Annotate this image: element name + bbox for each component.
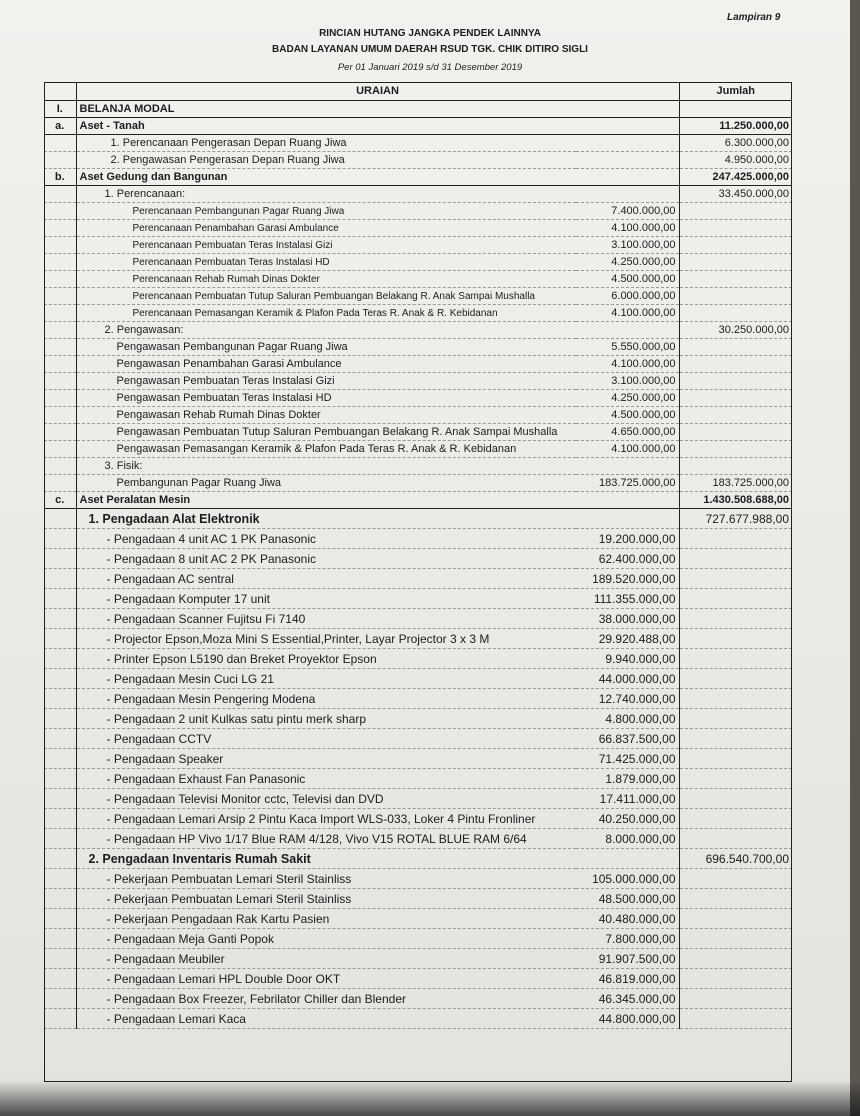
row-amount: 46.345.000,00 <box>576 989 679 1009</box>
row-total <box>679 203 792 220</box>
row-amount <box>576 152 679 169</box>
row-total <box>679 869 792 889</box>
row-amount: 12.740.000,00 <box>576 689 679 709</box>
debt-detail-table <box>44 82 792 1029</box>
row-number <box>44 949 76 969</box>
column-header-uraian: URAIAN <box>76 82 679 101</box>
table-row <box>44 929 792 949</box>
row-description: - Pengadaan 8 unit AC 2 PK Panasonic <box>76 549 576 569</box>
table-row <box>44 949 792 969</box>
row-amount: 4.100.000,00 <box>576 441 679 458</box>
row-description: - Pengadaan Exhaust Fan Panasonic <box>76 769 576 789</box>
row-number <box>44 669 76 689</box>
row-number <box>44 152 76 169</box>
row-description: Pengawasan Pembangunan Pagar Ruang Jiwa <box>76 339 576 356</box>
row-amount: 38.000.000,00 <box>576 609 679 629</box>
row-description: Aset Gedung dan Bangunan <box>76 169 576 186</box>
row-total <box>679 101 792 118</box>
table-row <box>44 509 792 529</box>
row-total <box>679 441 792 458</box>
table-row <box>44 809 792 829</box>
row-total: 1.430.508.688,00 <box>679 492 792 509</box>
table-row <box>44 709 792 729</box>
row-number: a. <box>44 118 76 135</box>
row-description: - Pengadaan CCTV <box>76 729 576 749</box>
row-amount: 5.550.000,00 <box>576 339 679 356</box>
row-number <box>44 305 76 322</box>
row-number <box>44 203 76 220</box>
row-amount: 4.100.000,00 <box>576 356 679 373</box>
row-amount: 4.800.000,00 <box>576 709 679 729</box>
row-total: 696.540.700,00 <box>679 849 792 869</box>
table-row <box>44 589 792 609</box>
row-description: - Pengadaan Televisi Monitor cctc, Televisi dan DVD <box>76 789 576 809</box>
institution-name: BADAN LAYANAN UMUM DAERAH RSUD TGK. CHIK DITIRO SIGLI <box>272 44 588 55</box>
row-total <box>679 829 792 849</box>
row-total: 33.450.000,00 <box>679 186 792 203</box>
row-number <box>44 909 76 929</box>
row-number <box>44 220 76 237</box>
row-description: Perencanaan Pembuatan Tutup Saluran Pembuangan Belakang R. Anak Sampai Mushalla <box>76 288 576 305</box>
row-amount: 183.725.000,00 <box>576 475 679 492</box>
table-row <box>44 390 792 407</box>
row-description: - Pengadaan Meja Ganti Popok <box>76 929 576 949</box>
row-amount: 4.500.000,00 <box>576 407 679 424</box>
row-number <box>44 1009 76 1029</box>
row-total <box>679 529 792 549</box>
row-description: Perencanaan Pembuatan Teras Instalasi HD <box>76 254 576 271</box>
table-row <box>44 373 792 390</box>
row-total <box>679 549 792 569</box>
table-row <box>44 254 792 271</box>
row-total <box>679 669 792 689</box>
row-description: Aset Peralatan Mesin <box>76 492 576 509</box>
table-row <box>44 729 792 749</box>
row-amount: 19.200.000,00 <box>576 529 679 549</box>
row-description: - Pengadaan 4 unit AC 1 PK Panasonic <box>76 529 576 549</box>
row-description: BELANJA MODAL <box>76 101 576 118</box>
row-amount: 71.425.000,00 <box>576 749 679 769</box>
row-amount: 4.250.000,00 <box>576 254 679 271</box>
row-description: Perencanaan Rehab Rumah Dinas Dokter <box>76 271 576 288</box>
table-row <box>44 1009 792 1029</box>
row-total: 30.250.000,00 <box>679 322 792 339</box>
row-number <box>44 424 76 441</box>
table-row <box>44 609 792 629</box>
row-total: 6.300.000,00 <box>679 135 792 152</box>
table-row <box>44 220 792 237</box>
row-total <box>679 589 792 609</box>
row-description: - Pengadaan Lemari Arsip 2 Pintu Kaca Import WLS-033, Loker 4 Pintu Fronliner <box>76 809 576 829</box>
row-number <box>44 322 76 339</box>
table-row <box>44 869 792 889</box>
row-amount: 48.500.000,00 <box>576 889 679 909</box>
row-total <box>679 709 792 729</box>
row-description: - Pengadaan Komputer 17 unit <box>76 589 576 609</box>
column-header-jumlah: Jumlah <box>679 82 792 101</box>
row-amount: 3.100.000,00 <box>576 237 679 254</box>
row-total <box>679 889 792 909</box>
row-total <box>679 609 792 629</box>
row-total <box>679 789 792 809</box>
row-description: Pengawasan Pemasangan Keramik & Plafon Pada Teras R. Anak & R. Kebidanan <box>76 441 576 458</box>
row-total <box>679 271 792 288</box>
row-number: c. <box>44 492 76 509</box>
row-description: Pembangunan Pagar Ruang Jiwa <box>76 475 576 492</box>
row-total: 247.425.000,00 <box>679 169 792 186</box>
row-total <box>679 809 792 829</box>
row-description: Pengawasan Pembuatan Teras Instalasi HD <box>76 390 576 407</box>
row-number <box>44 749 76 769</box>
row-number <box>44 237 76 254</box>
table-row <box>44 271 792 288</box>
table-row <box>44 769 792 789</box>
row-amount: 17.411.000,00 <box>576 789 679 809</box>
row-description: - Pekerjaan Pembuatan Lemari Steril Stainliss <box>76 869 576 889</box>
row-number: I. <box>44 101 76 118</box>
row-number <box>44 549 76 569</box>
row-amount: 40.250.000,00 <box>576 809 679 829</box>
row-description: - Pengadaan HP Vivo 1/17 Blue RAM 4/128, Vivo V15 ROTAL BLUE RAM 6/64 <box>76 829 576 849</box>
row-amount: 111.355.000,00 <box>576 589 679 609</box>
row-description: - Projector Epson,Moza Mini S Essential,Printer, Layar Projector 3 x 3 M <box>76 629 576 649</box>
report-period: Per 01 Januari 2019 s/d 31 Desember 2019 <box>337 62 523 73</box>
row-total <box>679 424 792 441</box>
row-description: Pengawasan Penambahan Garasi Ambulance <box>76 356 576 373</box>
table-row <box>44 789 792 809</box>
page-edge <box>850 0 860 1116</box>
row-amount: 4.250.000,00 <box>576 390 679 407</box>
row-description: Aset - Tanah <box>76 118 576 135</box>
row-number <box>44 689 76 709</box>
row-number <box>44 829 76 849</box>
row-amount: 1.879.000,00 <box>576 769 679 789</box>
row-number <box>44 569 76 589</box>
row-number <box>44 809 76 829</box>
table-row <box>44 441 792 458</box>
row-description: - Pengadaan Meubiler <box>76 949 576 969</box>
row-description: - Pengadaan Mesin Pengering Modena <box>76 689 576 709</box>
row-description: - Pengadaan Lemari HPL Double Door OKT <box>76 969 576 989</box>
table-row <box>44 849 792 869</box>
document-title: RINCIAN HUTANG JANGKA PENDEK LAINNYA <box>319 28 541 39</box>
table-row <box>44 969 792 989</box>
row-amount: 6.000.000,00 <box>576 288 679 305</box>
row-amount <box>576 118 679 135</box>
table-row <box>44 305 792 322</box>
row-number <box>44 390 76 407</box>
row-amount: 91.907.500,00 <box>576 949 679 969</box>
row-amount: 62.400.000,00 <box>576 549 679 569</box>
table-row <box>44 135 792 152</box>
row-total: 727.677.988,00 <box>679 509 792 529</box>
row-description: - Pengadaan Scanner Fujitsu Fi 7140 <box>76 609 576 629</box>
row-description: 1. Perencanaan Pengerasan Depan Ruang Jiwa <box>76 135 576 152</box>
row-description: Pengawasan Rehab Rumah Dinas Dokter <box>76 407 576 424</box>
row-amount: 44.000.000,00 <box>576 669 679 689</box>
table-row <box>44 339 792 356</box>
row-total <box>679 458 792 475</box>
table-row <box>44 424 792 441</box>
row-total <box>679 220 792 237</box>
row-total <box>679 949 792 969</box>
row-amount <box>576 186 679 203</box>
row-number <box>44 849 76 869</box>
row-number <box>44 609 76 629</box>
table-row <box>44 322 792 339</box>
row-number: b. <box>44 169 76 186</box>
row-amount <box>576 322 679 339</box>
row-number <box>44 589 76 609</box>
row-description: - Pengadaan Box Freezer, Febrilator Chiller dan Blender <box>76 989 576 1009</box>
row-description: Perencanaan Pembangunan Pagar Ruang Jiwa <box>76 203 576 220</box>
row-number <box>44 969 76 989</box>
table-row <box>44 118 792 135</box>
row-amount: 189.520.000,00 <box>576 569 679 589</box>
row-total <box>679 769 792 789</box>
row-number <box>44 769 76 789</box>
row-number <box>44 889 76 909</box>
row-description: 2. Pengawasan: <box>76 322 576 339</box>
row-amount: 46.819.000,00 <box>576 969 679 989</box>
row-total <box>679 237 792 254</box>
row-description: 1. Pengadaan Alat Elektronik <box>76 509 576 529</box>
row-number <box>44 407 76 424</box>
row-amount: 8.000.000,00 <box>576 829 679 849</box>
row-total <box>679 288 792 305</box>
row-description: Perencanaan Pemasangan Keramik & Plafon Pada Teras R. Anak & R. Kebidanan <box>76 305 576 322</box>
row-amount: 4.650.000,00 <box>576 424 679 441</box>
table-row <box>44 169 792 186</box>
row-number <box>44 869 76 889</box>
row-number <box>44 356 76 373</box>
row-amount: 7.800.000,00 <box>576 929 679 949</box>
attachment-label: Lampiran 9 <box>727 12 781 23</box>
row-description: Perencanaan Pembuatan Teras Instalasi Gizi <box>76 237 576 254</box>
row-number <box>44 629 76 649</box>
row-amount: 29.920.488,00 <box>576 629 679 649</box>
row-total <box>679 689 792 709</box>
row-number <box>44 186 76 203</box>
row-total <box>679 254 792 271</box>
row-description: Pengawasan Pembuatan Teras Instalasi Gizi <box>76 373 576 390</box>
row-amount <box>576 492 679 509</box>
row-description: 2. Pengawasan Pengerasan Depan Ruang Jiwa <box>76 152 576 169</box>
row-total <box>679 969 792 989</box>
row-total <box>679 989 792 1009</box>
table-header-row <box>44 82 792 101</box>
row-number <box>44 373 76 390</box>
row-number <box>44 288 76 305</box>
table-row <box>44 829 792 849</box>
table-row <box>44 152 792 169</box>
row-amount: 105.000.000,00 <box>576 869 679 889</box>
photo-shadow <box>0 1080 860 1116</box>
row-description: Pengawasan Pembuatan Tutup Saluran Pembuangan Belakang R. Anak Sampai Mushalla <box>76 424 576 441</box>
row-description: Perencanaan Penambahan Garasi Ambulance <box>76 220 576 237</box>
row-total <box>679 1009 792 1029</box>
row-number <box>44 709 76 729</box>
table-row <box>44 475 792 492</box>
table-row <box>44 186 792 203</box>
row-total <box>679 305 792 322</box>
row-number <box>44 135 76 152</box>
row-amount <box>576 509 679 529</box>
row-number <box>44 458 76 475</box>
row-total: 4.950.000,00 <box>679 152 792 169</box>
row-amount: 7.400.000,00 <box>576 203 679 220</box>
table-row <box>44 569 792 589</box>
row-total <box>679 390 792 407</box>
row-total <box>679 373 792 390</box>
row-number <box>44 929 76 949</box>
table-row <box>44 909 792 929</box>
row-total <box>679 909 792 929</box>
table-row <box>44 407 792 424</box>
row-total <box>679 407 792 424</box>
row-number <box>44 254 76 271</box>
row-description: - Pengadaan 2 unit Kulkas satu pintu merk sharp <box>76 709 576 729</box>
row-total <box>679 339 792 356</box>
row-amount <box>576 458 679 475</box>
row-amount: 3.100.000,00 <box>576 373 679 390</box>
table-row <box>44 356 792 373</box>
row-number <box>44 271 76 288</box>
table-row <box>44 689 792 709</box>
row-amount: 9.940.000,00 <box>576 649 679 669</box>
row-description: - Pekerjaan Pengadaan Rak Kartu Pasien <box>76 909 576 929</box>
table-row <box>44 669 792 689</box>
table-row <box>44 492 792 509</box>
row-total: 11.250.000,00 <box>679 118 792 135</box>
row-total <box>679 649 792 669</box>
row-number <box>44 649 76 669</box>
row-amount: 44.800.000,00 <box>576 1009 679 1029</box>
row-description: 1. Perencanaan: <box>76 186 576 203</box>
row-description: - Pengadaan Speaker <box>76 749 576 769</box>
table-row <box>44 649 792 669</box>
table-row <box>44 989 792 1009</box>
row-amount <box>576 849 679 869</box>
row-number <box>44 509 76 529</box>
row-amount <box>576 169 679 186</box>
row-amount: 4.100.000,00 <box>576 220 679 237</box>
row-total <box>679 629 792 649</box>
row-number <box>44 789 76 809</box>
row-description: - Printer Epson L5190 dan Breket Proyektor Epson <box>76 649 576 669</box>
row-number <box>44 339 76 356</box>
row-total <box>679 929 792 949</box>
row-total: 183.725.000,00 <box>679 475 792 492</box>
row-amount <box>576 135 679 152</box>
table-row <box>44 458 792 475</box>
row-amount <box>576 101 679 118</box>
table-row <box>44 288 792 305</box>
table-row <box>44 889 792 909</box>
row-description: - Pengadaan AC sentral <box>76 569 576 589</box>
row-description: 2. Pengadaan Inventaris Rumah Sakit <box>76 849 576 869</box>
row-number <box>44 441 76 458</box>
row-number <box>44 729 76 749</box>
table-row <box>44 529 792 549</box>
row-total <box>679 749 792 769</box>
row-description: 3. Fisik: <box>76 458 576 475</box>
row-number <box>44 529 76 549</box>
table-row <box>44 629 792 649</box>
row-number <box>44 475 76 492</box>
row-description: - Pengadaan Mesin Cuci LG 21 <box>76 669 576 689</box>
row-amount: 40.480.000,00 <box>576 909 679 929</box>
row-amount: 4.100.000,00 <box>576 305 679 322</box>
table-row <box>44 101 792 118</box>
row-amount: 4.500.000,00 <box>576 271 679 288</box>
row-total <box>679 569 792 589</box>
row-total <box>679 729 792 749</box>
row-amount: 66.837.500,00 <box>576 729 679 749</box>
row-total <box>679 356 792 373</box>
table-row <box>44 237 792 254</box>
row-description: - Pengadaan Lemari Kaca <box>76 1009 576 1029</box>
row-number <box>44 989 76 1009</box>
row-description: - Pekerjaan Pembuatan Lemari Steril Stainliss <box>76 889 576 909</box>
table-row <box>44 203 792 220</box>
table-row <box>44 749 792 769</box>
table-row <box>44 549 792 569</box>
